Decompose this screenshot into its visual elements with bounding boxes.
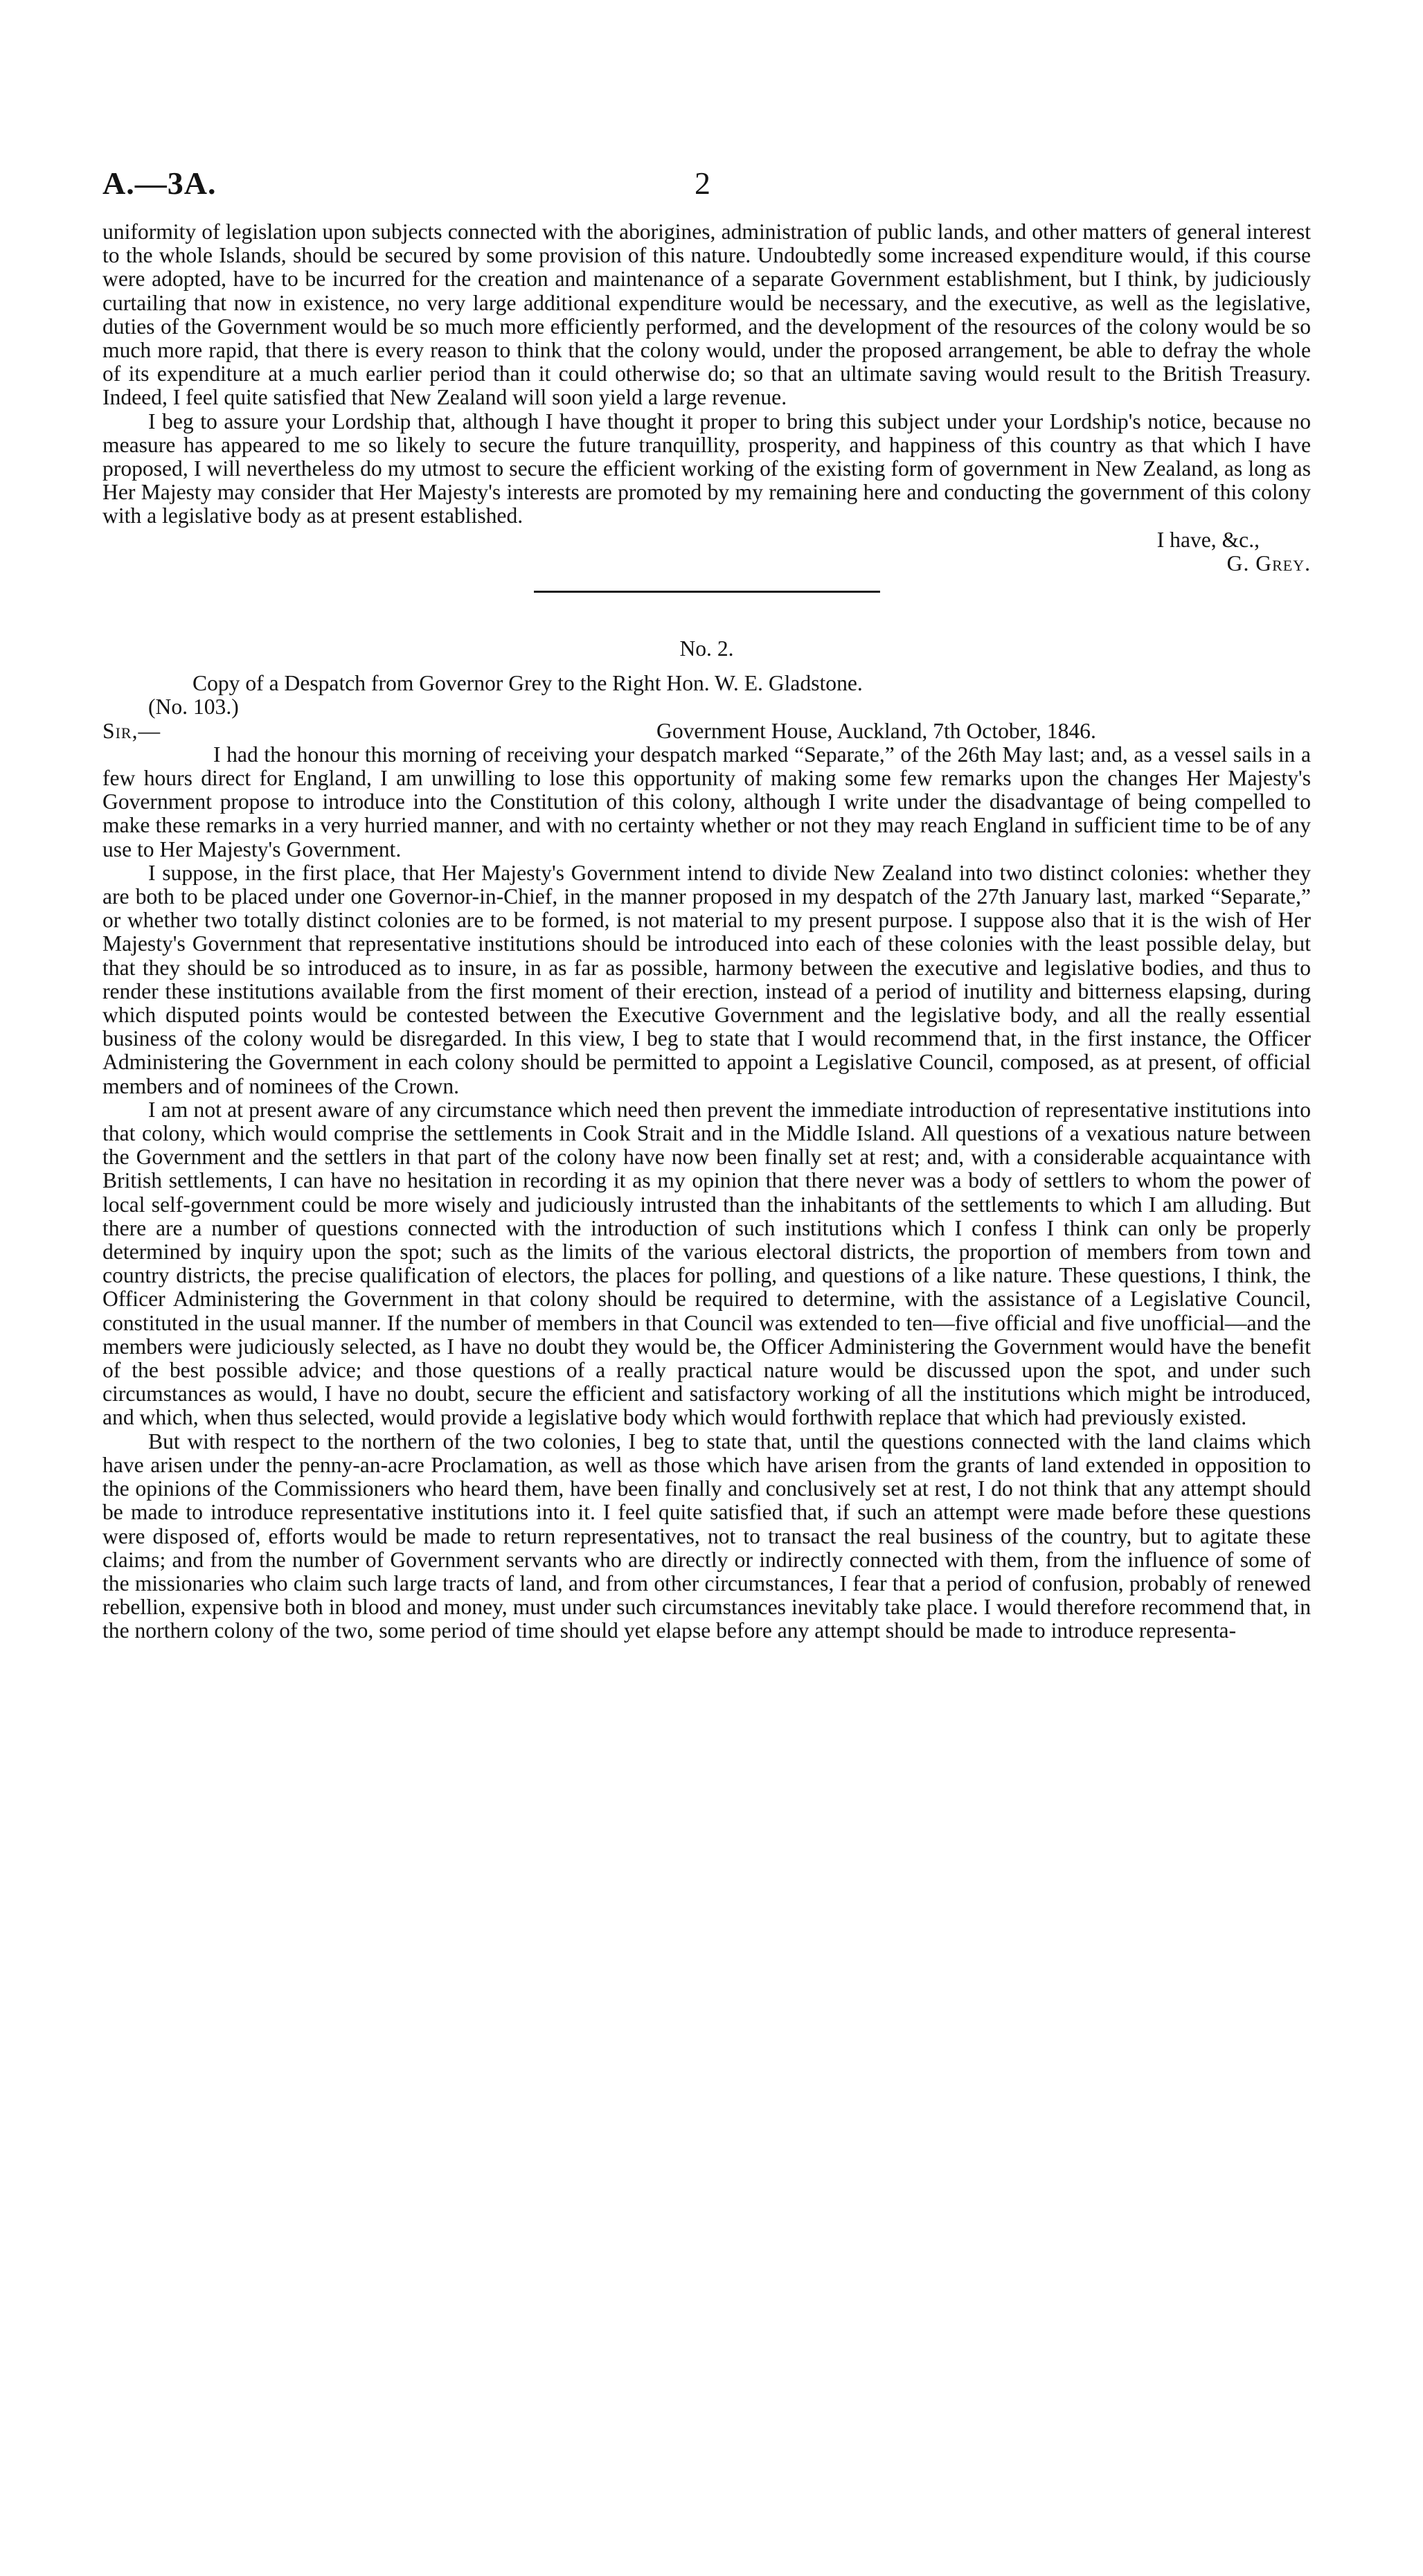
address-date: Government House, Auckland, 7th October, 1846.	[656, 718, 1096, 743]
paragraph: uniformity of legislation upon subjects connected with the aborigines, administration of public lands, and other matters of general interest to the whole Islands, should be secured by some provision of this nature. Undoubtedly some increased expenditure would, if this course were adopted, have to be incurred for the creation and maintenance of a separate Government establishment, but I think, by judiciously curtailing that now in existence, no very large additional expenditure would be necessary, and the executive, as well as the legislative, duties of the Government would be so much more efficiently performed, and the development of the resources of the colony would be so much more rapid, that there is every reason to think that the colony would, under the proposed arrangement, be able to defray the whole of its expenditure at a much earlier period than it could otherwise do; so that an ultimate saving would result to the British Treasury. Indeed, I feel quite satisfied that New Zealand will soon yield a large revenue.	[102, 220, 1311, 410]
closing-line	[102, 528, 1311, 552]
page-number: 2	[695, 166, 710, 201]
section-divider	[534, 591, 880, 593]
signature-line	[102, 552, 1311, 575]
paragraph: I suppose, in the first place, that Her Majesty's Government intend to divide New Zealand into two distinct colonies: whether they are both to be placed under one Governor-in-Chief, in the manner proposed in my despatch of the 27th January last, marked “Separate,” or whether two totally distinct colonies are to be formed, is not material to my present purpose. I suppose also that it is the wish of Her Majesty's Government that representative institutions should be introduced into each of these colonies with the least possible delay, but that they should be so introduced as to insure, in as far as possible, harmony between the executive and legislative bodies, and thus to render these institutions available from the first moment of their erection, instead of a period of inutility and bitterness elapsing, during which disputed points would be contested between the Executive Government and the legislative body, and all the really essential business of the colony would be disregarded. In this view, I beg to state that I would recommend that, in the first instance, the Officer Administering the Government in each colony should be permitted to appoint a Legislative Council, composed, as at present, of official members and of nominees of the Crown.	[102, 860, 1311, 1098]
signature: G. Grey.	[1226, 551, 1311, 575]
salutation-line	[102, 719, 1311, 743]
paragraph: I am not at present aware of any circumstance which need then prevent the immediate introduction of representative institutions into that colony, which would comprise the settlements in Cook Strait and in the Middle Island. All questions of a vexatious nature between the Government and the settlers in that part of the colony have now been finally set at rest; and, with a considerable acquaintance with British settlements, I can have no hesitation in recording it as my opinion that there never was a body of settlers to whom the power of local self-government could be more wisely and judiciously intrusted than the inhabitants of the settlements to which I am alluding. But there are a number of questions connected with the introduction of such institutions which I confess I think can only be properly determined by inquiry upon the spot; such as the limits of the various electoral districts, the proportion of members from town and country districts, the precise qualification of electors, the places for polling, and questions of a like nature. These questions, I think, the Officer Administering the Government in that colony should be required to determine, with the assistance of a Legislative Council, constituted in the usual manner. If the number of members in that Council was extended to ten—five official and five unofficial—and the members were judiciously selected, as I have no doubt they would be, the Officer Administering the Government would have the benefit of the best possible advice; and those questions of a really practical nature would be discussed upon the spot, and under such circumstances as would, I have no doubt, secure the efficient and satisfactory working of all the institutions which might be introduced, and which, when thus selected, would provide a legislative body which would forthwith replace that which had previously existed.	[102, 1097, 1311, 1430]
paragraph: But with respect to the northern of the two colonies, I beg to state that, until the questions connected with the land claims which have arisen under the penny-an-acre Proclamation, as well as those which have arisen from the grants of land extended in opposition to the opinions of the Commissioners who heard them, have been finally and conclusively set at rest, I do not think that any attempt should be made to introduce representative institutions into it. I feel quite satisfied that, if such an attempt were made before these questions were disposed of, efforts would be made to return representatives, not to transact the real business of the country, but to agitate these claims; and from the number of Government servants who are directly or indirectly connected with them, from the influence of some of the missionaries who claim such large tracts of land, and from other circumstances, I fear that a period of confusion, probably of renewed rebellion, expensive both in blood and money, must under such circumstances inevitably take place. I would therefore recommend that, in the northern colony of the two, some period of time should yet elapse before any attempt should be made to introduce representa-	[102, 1429, 1311, 1643]
salutation: Sir,—	[102, 718, 161, 743]
closing: I have, &c.,	[1156, 527, 1260, 552]
despatch-reference: (No. 103.)	[148, 695, 239, 719]
despatch-1-continuation	[102, 220, 1311, 575]
page-body	[102, 220, 1311, 1643]
despatch-number: No. 2.	[679, 636, 734, 661]
paragraph: I beg to assure your Lordship that, although I have thought it proper to bring this subject under your Lordship's notice, because no measure has appeared to me so likely to secure the future tranquillity, prosperity, and happiness of this country as that which I have proposed, I will nevertheless do my utmost to secure the efficient working of the existing form of government in New Zealand, as long as Her Majesty may consider that Her Majesty's interests are promoted by my remaining here and conducting the government of this colony with a legislative body as at present established.	[102, 409, 1311, 528]
despatch-title: Copy of a Despatch from Governor Grey to the Right Hon. W. E. Gladstone.	[193, 671, 863, 696]
page-header	[102, 165, 1311, 206]
paragraph: I had the honour this morning of receiving your despatch marked “Separate,” of the 26th May last; and, as a vessel sails in a few hours direct for England, I am unwilling to lose this opportunity of making some few remarks upon the changes Her Majesty's Government propose to introduce into the Constitution of this colony, although I write under the disadvantage of being compelled to make these remarks in a very hurried manner, and with no certainty whether or not they may reach England in sufficient time to be of any use to Her Majesty's Government.	[102, 742, 1311, 861]
document-reference: A.—3A.	[102, 166, 217, 201]
despatch-2	[102, 637, 1311, 1643]
